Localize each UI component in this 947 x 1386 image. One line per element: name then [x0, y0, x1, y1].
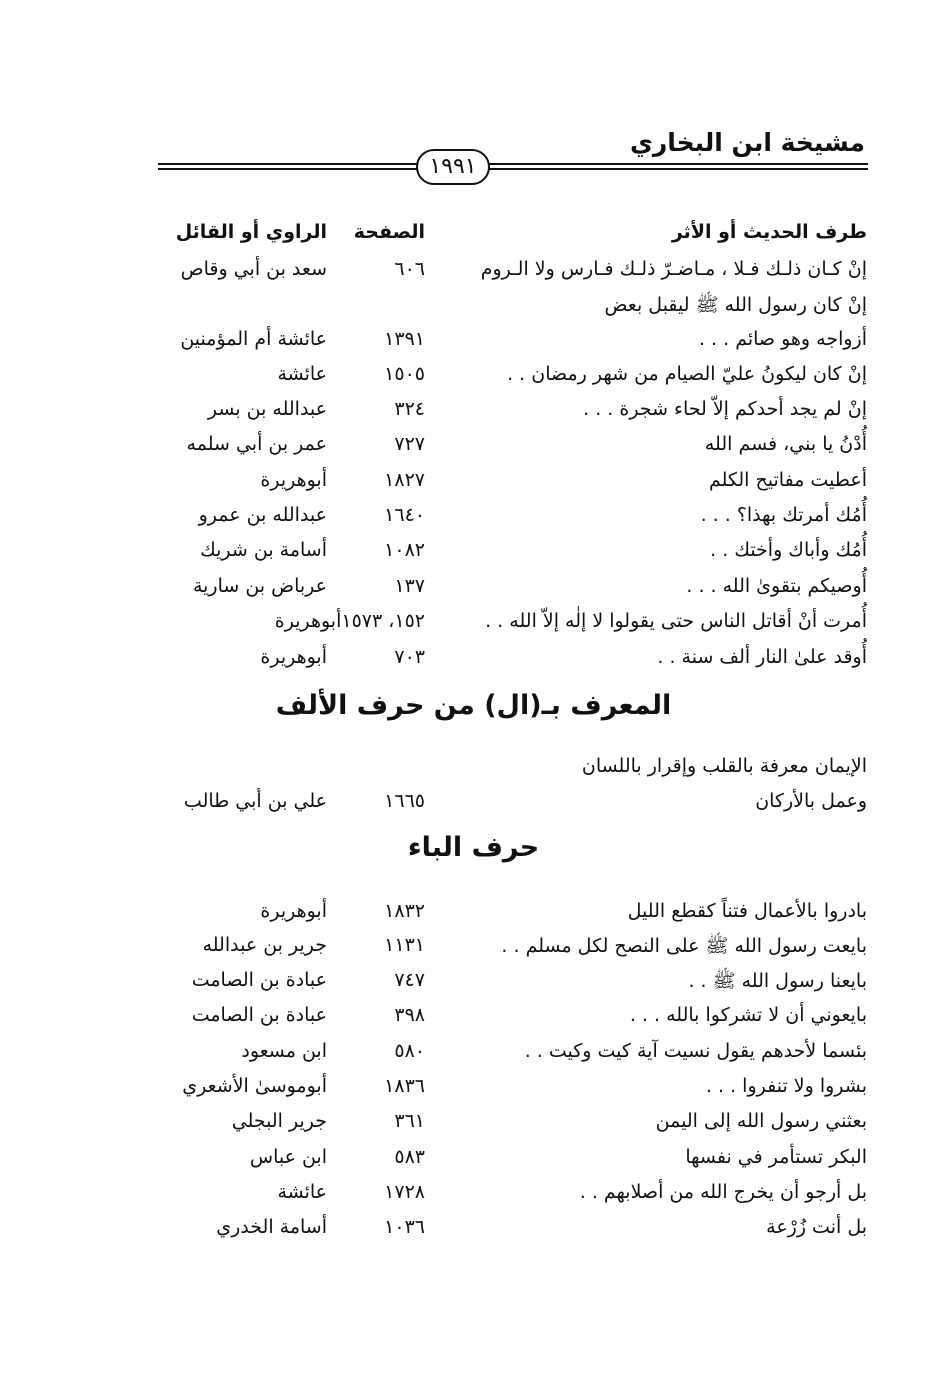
narrator: سعد بن أبي وقاص [180, 258, 327, 280]
narrator: أبوهريرة [260, 646, 327, 668]
page-ref: ١٥٠٥ [384, 363, 425, 385]
page-ref: ١٧٢٨ [384, 1181, 425, 1203]
page-number: ١٩٩١ [416, 149, 490, 185]
page-ref: ١٨٣٦ [384, 1075, 425, 1097]
narrator: عمر بن أبي سلمه [186, 433, 327, 455]
column-header-page: الصفحة [353, 221, 425, 243]
page-ref: ١٨٣٢ [384, 900, 425, 922]
table-row [0, 433, 947, 469]
page-ref: ٥٨٣ [394, 1146, 425, 1168]
table-row [0, 539, 947, 575]
hadith-text: وعمل بالأركان [755, 790, 867, 812]
narrator: عبادة بن الصامت [191, 1004, 327, 1026]
hadith-text: إنْ كـان ذلـك فـلا ، مـاضـرّ ذلـك فـارس ولا الـروم [480, 258, 867, 280]
page-ref: ٣٩٨ [394, 1004, 425, 1026]
table-row [0, 328, 947, 364]
table-row [0, 646, 947, 682]
hadith-text: الإيمان معرفة بالقلب وإقرار باللسان [581, 755, 867, 777]
narrator: جرير بن عبدالله [202, 934, 327, 956]
narrator: ابن مسعود [241, 1040, 327, 1062]
narrator: علي بن أبي طالب [183, 790, 327, 812]
hadith-text: بل أرجو أن يخرج الله من أصلابهم . . [579, 1181, 867, 1203]
hadith-text: أُمُك أمرتك بهذا؟ . . . [700, 504, 867, 526]
hadith-text: بل أنت زُرْعة [766, 1216, 867, 1238]
hadith-text: بعثني رسول الله إلى اليمن [655, 1110, 867, 1132]
table-row [0, 790, 947, 826]
double-rule-line [158, 163, 868, 170]
hadith-text: أعطيت مفاتيح الكلم [708, 469, 867, 491]
page-ref: ١٦٦٥ [384, 790, 425, 812]
table-row [0, 1146, 947, 1182]
hadith-text: أزواجه وهو صائم . . . [698, 328, 867, 350]
hadith-text: أُمُك وأباك وأختك . . [710, 539, 867, 561]
narrator: عائشة [277, 1181, 327, 1203]
page-ref: ٧٠٣ [394, 646, 425, 668]
page-ref: ١٣٩١ [384, 328, 425, 350]
hadith-text: إنْ كان ليكونُ عليّ الصيام من شهر رمضان . . [507, 363, 867, 385]
page-ref: ٣٦١ [394, 1110, 425, 1132]
table-row [0, 1004, 947, 1040]
table-row [0, 1040, 947, 1076]
table-row [0, 363, 947, 399]
hadith-text: بايعنا رسول الله ﷺ . . [688, 970, 867, 992]
hadith-text: بايعت رسول الله ﷺ على النصح لكل مسلم . . [501, 935, 867, 957]
hadith-text: بئسما لأحدهم يقول نسيت آية كيت وكيت . . [524, 1040, 867, 1062]
table-row [0, 1110, 947, 1146]
narrator: عبدالله بن بسر [207, 398, 327, 420]
narrator: عرباض بن سارية [192, 575, 327, 597]
running-title: مشيخة ابن البخاري [629, 128, 865, 157]
page-ref: ١٨٢٧ [384, 469, 425, 491]
narrator: أسامة بن شريك [200, 539, 327, 561]
hadith-text: بايعوني أن لا تشركوا بالله . . . [629, 1004, 867, 1026]
hadith-text: إنْ كان رسول الله ﷺ ليقبل بعض [604, 294, 867, 316]
page-ref: ١١٣١ [384, 934, 425, 956]
section-title: المعرف بـ(ال) من حرف الألف [275, 690, 672, 721]
table-row [0, 469, 947, 505]
table-row [0, 1181, 947, 1217]
section-title: حرف الباء [407, 832, 540, 863]
hadith-text: إنْ لم يجد أحدكم إلاّ لحاء شجرة . . . [583, 398, 867, 420]
table-row [0, 398, 947, 434]
page-ref: ٦٠٦ [394, 258, 425, 280]
table-row [0, 504, 947, 540]
table-row [0, 610, 947, 646]
table-row [0, 1075, 947, 1111]
narrator: عبادة بن الصامت [191, 969, 327, 991]
narrator: عائشة [277, 363, 327, 385]
page-ref: ١٦٤٠ [384, 504, 425, 526]
table-row [0, 258, 947, 294]
narrator: عبدالله بن عمرو [198, 504, 327, 526]
page-ref: ١٣٧ [394, 575, 425, 597]
narrator: عائشة أم المؤمنين [180, 328, 327, 350]
narrator: ابن عباس [249, 1146, 327, 1168]
hadith-text: أُدْنُ يا بني، فسم الله [704, 433, 867, 455]
table-row [0, 293, 947, 329]
narrator: جرير البجلي [231, 1110, 327, 1132]
table-row [0, 934, 947, 970]
hadith-text: بشروا ولا تنفروا . . . [705, 1075, 867, 1097]
table-row [0, 1216, 947, 1252]
narrator: أبوهريرة [260, 469, 327, 491]
page-ref: ١٠٣٦ [384, 1216, 425, 1238]
column-header-text: طرف الحديث أو الأثر [671, 221, 867, 243]
page-ref: ٣٢٤ [394, 398, 425, 420]
page-ref: ١٥٢، ١٥٧٣أبوهريرة [274, 610, 425, 632]
table-row [0, 755, 947, 791]
page-ref: ١٠٨٢ [384, 539, 425, 561]
narrator: أبوهريرة [260, 900, 327, 922]
narrator: أبوموسىٰ الأشعري [182, 1075, 327, 1097]
hadith-text: بادروا بالأعمال فتناً كقطع الليل [627, 900, 867, 922]
header-rule [158, 149, 868, 185]
hadith-text: أُوقد علىٰ النار ألف سنة . . [657, 646, 867, 668]
page-ref: ٧٤٧ [394, 969, 425, 991]
page-ref: ٥٨٠ [394, 1040, 425, 1062]
narrator: أسامة الخدري [216, 1216, 327, 1238]
hadith-text: أُوصيكم بتقوىٰ الله . . . [686, 575, 867, 597]
page-ref: ٧٢٧ [394, 433, 425, 455]
table-row [0, 969, 947, 1005]
table-row [0, 575, 947, 611]
hadith-text: أُمرت أنْ أقاتل الناس حتى يقولوا لا إلٰه إلاّ الله . . [485, 610, 867, 632]
table-row [0, 900, 947, 936]
column-header-narrator: الراوي أو القائل [175, 221, 327, 243]
hadith-text: البكر تستأمر في نفسها [685, 1146, 867, 1168]
